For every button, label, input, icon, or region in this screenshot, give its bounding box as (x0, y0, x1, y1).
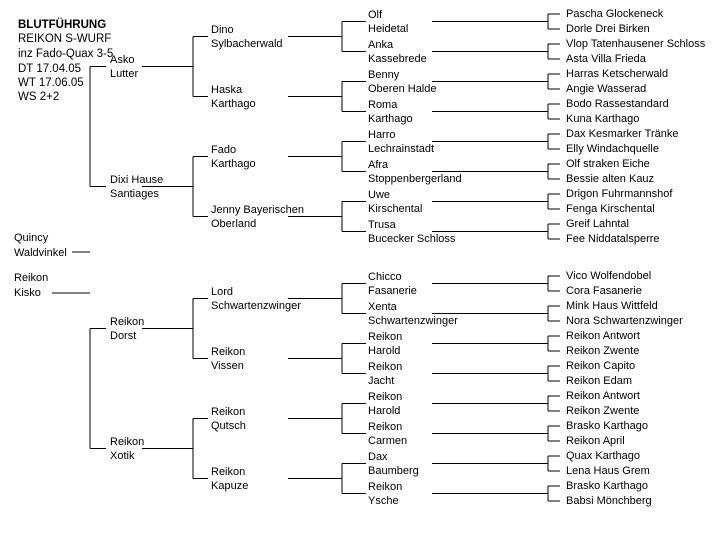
ancestor-gen3-line1: Reikon (368, 390, 403, 403)
ancestor-gen3-line1: Reikon (368, 420, 403, 433)
ancestor-gen4: Bodo Rassestandard (566, 98, 669, 110)
sire-name-line2: Waldvinkel (14, 246, 67, 259)
dam-node (14, 271, 48, 300)
ancestor-gen3-line1: Chicco (368, 270, 402, 283)
dam-name-line2: Kisko (14, 286, 41, 299)
litter-size: WS 2+2 (18, 91, 60, 103)
ancestor-gen3 (368, 270, 417, 299)
dam-name-line1: Reikon (14, 272, 49, 284)
ancestor-gen4: Harras Ketscherwald (566, 68, 669, 80)
ancestor-gen2-line2: Vissen (211, 360, 244, 372)
ancestor-gen4: Dorle Drei Birken (566, 23, 650, 35)
ancestor-gen3 (368, 68, 437, 97)
ancestor-gen3 (368, 480, 402, 509)
ancestor-gen3 (368, 98, 413, 127)
ancestor-gen3-line1: Xenta (368, 300, 397, 313)
birth-date: DT 17.04.05 (18, 63, 82, 75)
ancestor-gen3-line1: Afra (368, 158, 389, 171)
ancestor-gen2-line2: Karthago (211, 98, 256, 110)
ancestor-gen3-line2: Bucecker Schloss (368, 233, 456, 245)
ancestor-gen3-line2: Jacht (368, 375, 395, 387)
ancestor-gen1-line2: Dorst (110, 330, 137, 342)
ancestor-gen4: Reikon Zwente (566, 405, 640, 417)
ancestor-gen3-line2: Fasanerie (368, 285, 417, 297)
ancestor-gen4: Olf straken Eiche (566, 158, 650, 170)
ancestor-gen3-line1: Reikon (368, 480, 403, 493)
ancestor-gen2-line1: Haska (211, 83, 243, 96)
ancestor-gen3-line2: Lechrainstadt (368, 143, 435, 155)
ancestor-gen1 (110, 53, 138, 82)
ancestor-gen3 (368, 8, 408, 37)
ancestor-gen1-line2: Xotik (110, 450, 135, 462)
ancestor-gen3 (368, 218, 455, 247)
ancestor-gen2-line1: Lord (211, 285, 234, 298)
ancestor-gen3-line1: Uwe (368, 188, 391, 201)
ancestor-gen4: Greif Lahntal (566, 218, 629, 230)
sire-node (14, 231, 67, 260)
weaning-date: WT 17.06.05 (18, 77, 84, 89)
ancestor-gen3-line2: Carmen (368, 435, 408, 447)
ancestor-gen3 (368, 390, 402, 419)
ancestor-gen3-line1: Dax (368, 450, 388, 463)
ancestor-gen4: Elly Windachquelle (566, 143, 659, 155)
ancestor-gen2-line1: Fado (211, 143, 237, 156)
ancestor-gen4: Reikon Zwente (566, 345, 640, 357)
ancestor-gen4: Vlop Tatenhausener Schloss (566, 38, 706, 50)
ancestor-gen2-line2: Oberland (211, 218, 257, 230)
ancestor-gen3-line2: Karthago (368, 113, 413, 125)
ancestor-gen2 (211, 345, 245, 374)
ancestor-gen4: Drigon Fuhrmannshof (566, 188, 673, 200)
ancestor-gen4: Brasko Karthago (566, 420, 648, 432)
ancestor-gen4: Babsi Mönchberg (566, 495, 652, 507)
ancestor-gen4: Fenga Kirschental (566, 203, 655, 215)
ancestor-gen3-line1: Reikon (368, 330, 403, 343)
ancestor-gen3-line2: Kirschental (368, 203, 423, 215)
ancestor-gen3 (368, 420, 407, 449)
ancestor-gen1-line1: Asko (110, 53, 135, 66)
ancestor-gen4: Reikon April (566, 435, 625, 447)
ancestor-gen2-line1: Reikon (211, 345, 246, 358)
ancestor-gen4: Reikon Antwort (566, 390, 640, 402)
ancestor-gen2-line2: Kapuze (211, 480, 249, 492)
ancestor-gen2 (211, 285, 301, 314)
ancestor-gen3 (368, 128, 434, 157)
sire-name-line1: Quincy (14, 232, 49, 244)
ancestor-gen3-line2: Ysche (368, 495, 399, 507)
ancestor-gen4: Mink Haus Wittfeld (566, 300, 658, 312)
ancestor-gen3-line1: Trusa (368, 218, 396, 231)
ancestor-gen3 (368, 360, 402, 389)
ancestor-gen4: Pascha Glockeneck (566, 8, 664, 20)
ancestor-gen1 (110, 315, 144, 344)
ancestor-gen4: Reikon Capito (566, 360, 636, 372)
ancestor-gen1-line1: Reikon (110, 435, 145, 448)
ancestor-gen3-line2: Oberen Halde (368, 83, 437, 95)
ancestor-gen1 (110, 435, 144, 464)
ancestor-gen3 (368, 158, 462, 187)
ancestor-gen4: Brasko Karthago (566, 480, 648, 492)
ancestor-gen2 (211, 143, 256, 172)
ancestor-gen1 (110, 173, 163, 202)
ancestor-gen2 (211, 203, 304, 232)
ancestor-gen3-line1: Olf (368, 8, 383, 21)
ancestor-gen2 (211, 465, 248, 494)
ancestor-gen3-line2: Schwartenzwinger (368, 315, 458, 327)
ancestor-gen3 (368, 38, 427, 67)
ancestor-gen2-line2: Schwartenzwinger (211, 300, 301, 312)
ancestor-gen1-line1: Reikon (110, 315, 145, 328)
ancestor-gen3-line1: Anka (368, 38, 394, 51)
ancestor-gen3 (368, 330, 402, 359)
ancestor-gen1-line2: Santiages (110, 188, 159, 200)
ancestor-gen2-line2: Qutsch (211, 420, 246, 432)
ancestor-gen3-line2: Harold (368, 405, 401, 417)
ancestor-gen3-line2: Kassebrede (368, 53, 427, 65)
ancestor-gen4: Kuna Karthago (566, 113, 640, 125)
ancestor-gen2-line2: Sylbacherwald (211, 38, 283, 50)
ancestor-gen4: Bessie alten Kauz (566, 173, 655, 185)
ancestor-gen3-line1: Benny (368, 68, 400, 81)
ancestor-gen3 (368, 188, 422, 217)
ancestor-gen4: Fee Niddatalsperre (566, 233, 660, 245)
ancestor-gen2-line1: Dino (211, 23, 234, 36)
ancestor-gen3-line1: Roma (368, 98, 398, 111)
ancestor-gen3-line2: Baumberg (368, 465, 419, 477)
ancestor-gen4: Dax Kesmarker Tränke (566, 128, 679, 140)
ancestor-gen3-line1: Reikon (368, 360, 403, 373)
ancestor-gen3 (368, 450, 419, 479)
ancestor-gen2 (211, 405, 246, 434)
ancestor-gen3-line1: Harro (368, 128, 396, 141)
ancestor-gen2 (211, 83, 256, 112)
inbreeding-note: inz Fado-Quax 3-5 (18, 48, 114, 60)
ancestor-gen4: Lena Haus Grem (566, 465, 650, 477)
ancestor-gen4: Angie Wasserad (566, 83, 647, 95)
ancestor-gen3-line2: Stoppenbergerland (368, 173, 462, 185)
ancestor-gen2-line1: Reikon (211, 465, 246, 478)
ancestor-gen2-line1: Jenny Bayerischen (211, 203, 304, 216)
ancestor-gen4: Reikon Antwort (566, 330, 640, 342)
ancestor-gen4: Cora Fasanerie (566, 285, 642, 297)
ancestor-gen4: Nora Schwartenzwinger (566, 315, 683, 327)
ancestor-gen3-line2: Heidetal (368, 23, 409, 35)
ancestor-gen4: Asta Villa Frieda (566, 53, 646, 65)
ancestor-gen2-line2: Karthago (211, 158, 256, 170)
ancestor-gen3 (368, 300, 458, 329)
ancestor-gen2-line1: Reikon (211, 405, 246, 418)
ancestor-gen3-line2: Harold (368, 345, 401, 357)
ancestor-gen1-line2: Lutter (110, 68, 139, 80)
ancestor-gen4: Reikon Edam (566, 375, 633, 387)
ancestor-gen4: Vico Wolfendobel (566, 270, 652, 282)
ancestor-gen1-line1: Dixi Hause (110, 173, 164, 186)
litter-name: REIKON S-WURF (18, 33, 112, 45)
ancestor-gen4: Quax Karthago (566, 450, 640, 462)
pedigree-title: BLUTFÜHRUNG (18, 19, 107, 31)
ancestor-gen2 (211, 23, 283, 52)
